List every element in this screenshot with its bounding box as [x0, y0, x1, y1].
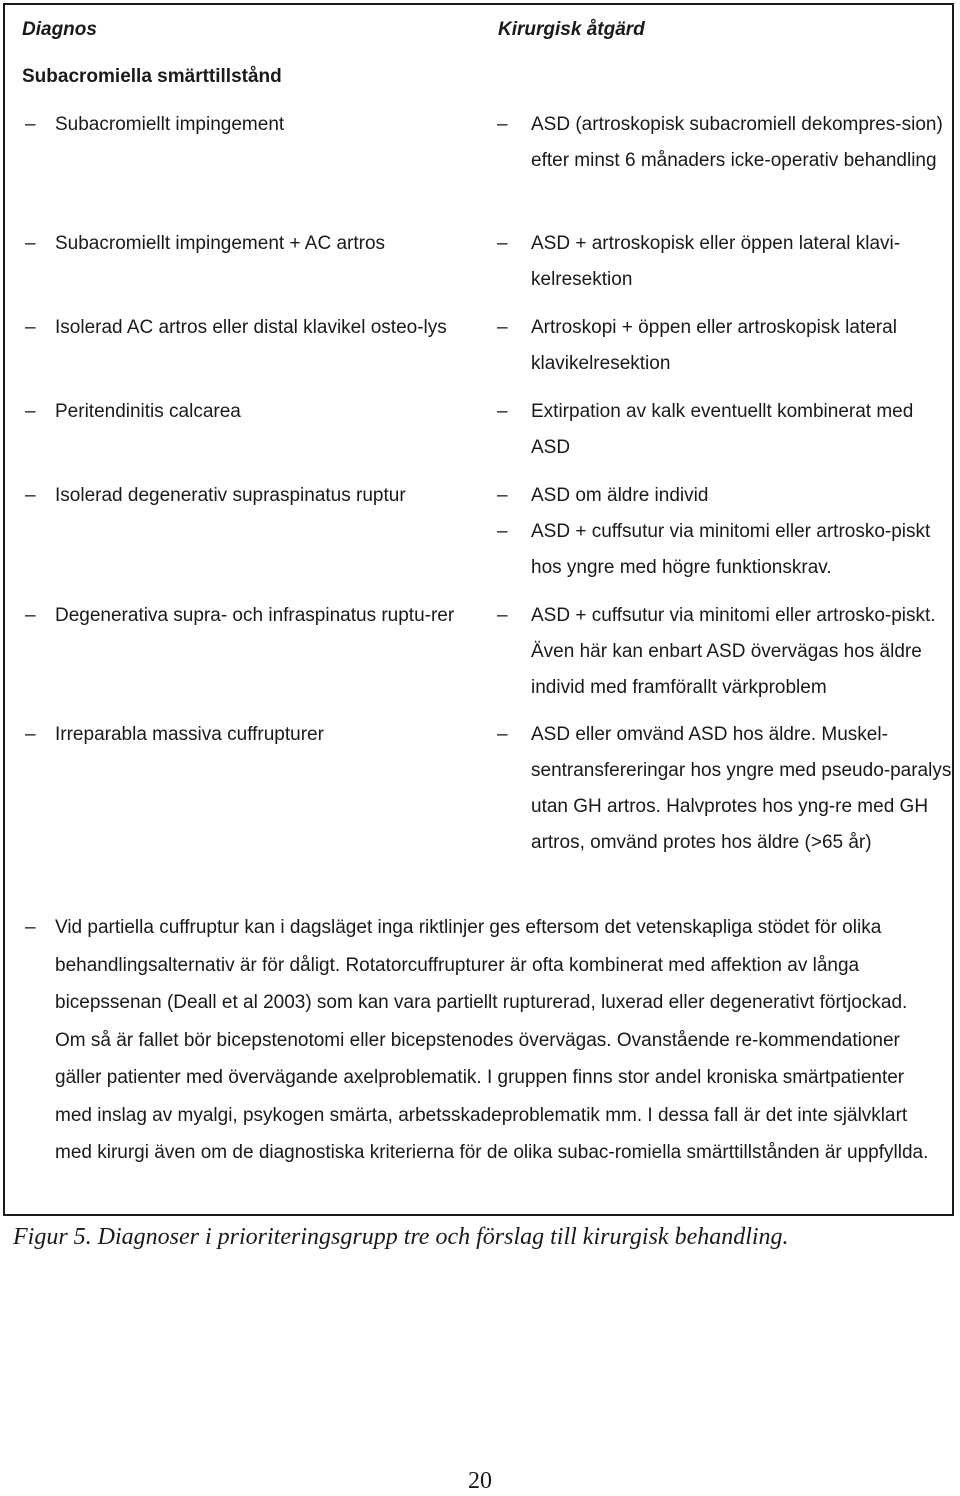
dash-bullet: –: [25, 233, 36, 254]
diagnosis-item: [25, 598, 475, 634]
dash-bullet: –: [497, 114, 508, 135]
dash-bullet: –: [25, 485, 36, 506]
diagnosis-item: [25, 310, 475, 346]
treatment-item: [497, 107, 952, 179]
treatment-text: ASD + artroskopisk eller öppen lateral klavi-kelresektion: [531, 233, 901, 290]
diagnosis-text: Isolerad degenerativ supraspinatus ruptur: [55, 485, 406, 506]
treatment-item: [497, 478, 952, 514]
section-title: Subacromiella smärttillstånd: [22, 66, 282, 87]
treatment-text: ASD + cuffsutur via minitomi eller artrosko-piskt. Även här kan enbart ASD övervägas hos äldre individ med framförallt värkproblem: [531, 605, 936, 698]
treatment-item: [497, 717, 952, 861]
dash-bullet: –: [497, 485, 508, 506]
dash-bullet: –: [25, 605, 36, 626]
diagnosis-item: [25, 717, 475, 753]
diagnosis-text: Isolerad AC artros eller distal klavikel osteo-lys: [55, 317, 447, 338]
treatment-item: [497, 598, 952, 706]
diagnosis-text: Peritendinitis calcarea: [55, 401, 241, 422]
note-paragraph: [25, 909, 940, 1172]
treatment-item: [497, 514, 952, 586]
dash-bullet: –: [497, 605, 508, 626]
diagnosis-item: [25, 226, 475, 262]
figure-caption: Figur 5. Diagnoser i prioriteringsgrupp tre och förslag till kirurgisk behandling.: [13, 1224, 789, 1250]
treatment-text: ASD (artroskopisk subacromiell dekompres-sion) efter minst 6 månaders icke-operativ behandling: [531, 114, 943, 171]
page-number: 20: [468, 1468, 492, 1494]
dash-bullet: –: [497, 521, 508, 542]
diagnosis-item: [25, 107, 475, 143]
diagnosis-text: Subacromiellt impingement + AC artros: [55, 233, 386, 254]
treatment-item: [497, 226, 952, 298]
treatment-item: [497, 310, 952, 382]
diagnosis-item: [25, 478, 475, 514]
dash-bullet: –: [497, 401, 508, 422]
header-diagnos: Diagnos: [22, 19, 97, 40]
note-text: Vid partiella cuffruptur kan i dagsläget inga riktlinjer ges eftersom det vetenskapliga stödet för olika behandlingsalternativ är för dåligt. Rotatorcuffrupturer är ofta kombinerat med affektion av långa bicepssenan (Deall et al 2003) som kan vara partiellt rupturerad, luxerad eller degenerativt förtjockad. Om så är fallet bör bicepstenotomi eller bicepstenodes övervägas. Ovanstående re-kommendationer gäller patienter med övervägande axelproblematik. I gruppen finns stor andel kroniska smärtpatienter med inslag av myalgi, psykogen smärta, arbetsskadeproblematik mm. I dessa fall är det inte självklart med kirurgi även om de diagnostiska kriterierna för de olika subac-romiella smärttillstånden är uppfyllda.: [55, 917, 929, 1163]
treatment-text: Artroskopi + öppen eller artroskopisk lateral klavikelresektion: [531, 317, 897, 374]
dash-bullet: –: [25, 317, 36, 338]
diagnosis-text: Subacromiellt impingement: [55, 114, 285, 135]
dash-bullet: –: [25, 401, 36, 422]
header-kirurgisk-atgard: Kirurgisk åtgärd: [498, 19, 645, 40]
treatment-text: Extirpation av kalk eventuellt kombinerat med ASD: [531, 401, 914, 458]
treatment-text: ASD eller omvänd ASD hos äldre. Muskel-sentransfereringar hos yngre med pseudo-paralys utan GH artros. Halvprotes hos yng-re med GH artros, omvänd protes hos äldre (>65 år): [531, 724, 952, 853]
dash-bullet: –: [25, 917, 36, 938]
diagnosis-item: [25, 394, 475, 430]
dash-bullet: –: [497, 317, 508, 338]
dash-bullet: –: [25, 114, 36, 135]
dash-bullet: –: [497, 724, 508, 745]
treatment-item: [497, 394, 952, 466]
diagnosis-text: Irreparabla massiva cuffrupturer: [55, 724, 324, 745]
treatment-text: ASD om äldre individ: [531, 485, 709, 506]
treatment-text: ASD + cuffsutur via minitomi eller artrosko-piskt hos yngre med högre funktionskrav.: [531, 521, 931, 578]
dash-bullet: –: [25, 724, 36, 745]
diagnosis-text: Degenerativa supra- och infraspinatus ruptu-rer: [55, 605, 455, 626]
dash-bullet: –: [497, 233, 508, 254]
